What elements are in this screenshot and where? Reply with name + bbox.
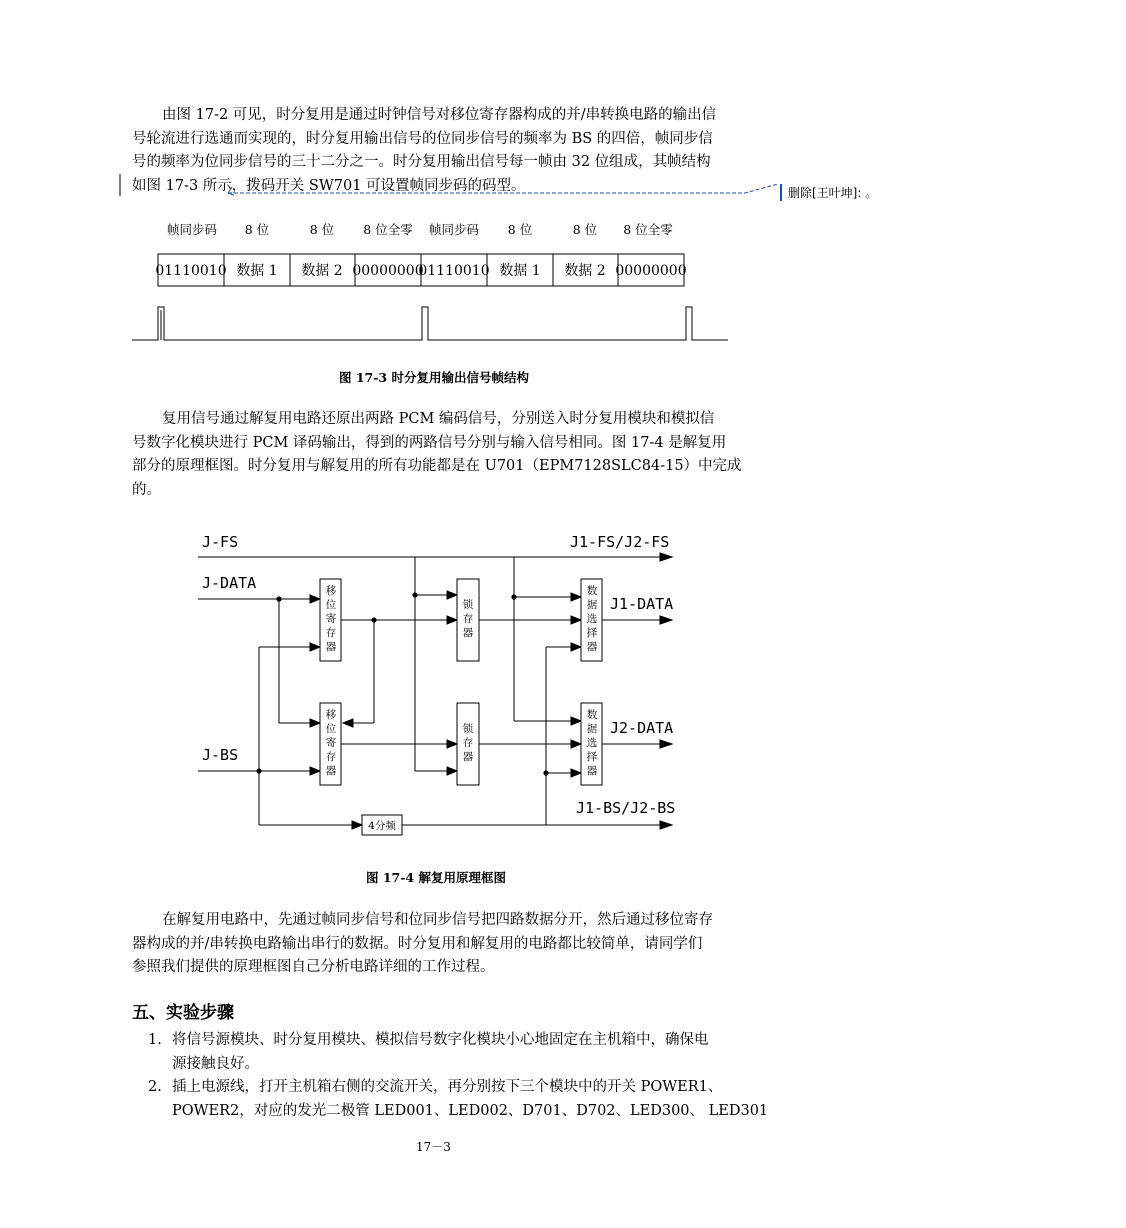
figure-caption-17-4: 图 17-4 解复用原理框图 [366, 870, 506, 885]
output-fs-label: J1-FS/J2-FS [570, 533, 670, 551]
frame-cell: 数据 1 [499, 263, 541, 279]
frame-label: 8 位 [244, 222, 270, 237]
text-line: 号轮流进行选通而实现的，时分复用输出信号的位同步信号的频率为 BS 的四倍，帧同步信 [132, 130, 713, 147]
frame-cell: 00000000 [615, 263, 687, 279]
frame-cell: 01110010 [418, 263, 490, 279]
frame-label: 8 位全零 [623, 222, 673, 237]
input-data-label: J-DATA [202, 574, 257, 592]
frame-label: 帧同步码 [166, 222, 218, 237]
frame-structure-figure [132, 222, 728, 340]
frame-cell: 01110010 [155, 263, 227, 279]
input-fs-label: J-FS [202, 533, 239, 551]
frame-label: 8 位 [507, 222, 533, 237]
diagram-text: 择 [586, 627, 598, 639]
diagram-text: 选 [586, 613, 598, 625]
frame-cell: 数据 1 [236, 263, 278, 279]
output-bs-label: J1-BS/J2-BS [576, 799, 676, 817]
comment-leader [228, 184, 778, 193]
step-number: 2. [148, 1079, 162, 1095]
text-line: 号数字化模块进行 PCM 译码输出，得到的两路信号分别与输入信号相同。图 17-4 是解复用 [132, 434, 727, 451]
step-item [148, 1076, 769, 1123]
diagram-text: 存 [462, 737, 474, 749]
diagram-text: 数 [586, 585, 598, 597]
paragraph-demux-intro [132, 408, 742, 502]
diagram-text: 存 [325, 627, 337, 639]
diagram-text: 器 [325, 765, 337, 777]
frame-labels [167, 222, 673, 237]
diagram-text: 器 [325, 641, 337, 653]
diagram-labels [202, 533, 675, 817]
page-number: 17－3 [416, 1140, 451, 1154]
input-bs-label: J-BS [202, 746, 239, 764]
frame-cell: 数据 2 [564, 263, 606, 279]
diagram-text: 寄 [325, 613, 337, 625]
step-item [148, 1029, 738, 1076]
diagram-text: 器 [462, 627, 474, 639]
diagram-text: 移 [325, 709, 337, 721]
section-heading: 五、实验步骤 [132, 1003, 234, 1023]
output-d1-label: J1-DATA [610, 595, 674, 613]
arrow [660, 553, 672, 561]
text-line: 将信号源模块、时分复用模块、模拟信号数字化模块小心地固定在主机箱中，确保电 [172, 1032, 709, 1048]
frame-label: 8 位全零 [363, 222, 413, 237]
frame-label: 8 位 [572, 222, 598, 237]
diagram-text: 锁 [462, 599, 474, 611]
text-line: 由图 17-2 可见，时分复用是通过时钟信号对移位寄存器构成的并/串转换电路的输出信 [162, 107, 717, 123]
step-number: 1. [148, 1032, 162, 1048]
diagram-text: 据 [586, 723, 598, 735]
text-line: 复用信号通过解复用电路还原出两路 PCM 编码信号，分别送入时分复用模块和模拟信 [162, 411, 715, 427]
text-line: 在解复用电路中，先通过帧同步信号和位同步信号把四路数据分开，然后通过移位寄存 [162, 912, 713, 928]
diagram-text: 存 [462, 613, 474, 625]
text-line: 插上电源线，打开主机箱右侧的交流开关，再分别按下三个模块中的开关 POWER1、 [172, 1079, 723, 1095]
frame-label: 8 位 [309, 222, 335, 237]
diagram-text: 移 [325, 585, 337, 597]
demux-block-diagram [198, 553, 672, 835]
text-line: 器构成的并/串转换电路输出串行的数据。时分复用和解复用的电路都比较简单，请同学们 [132, 935, 703, 952]
diagram-text: 数 [586, 709, 598, 721]
diagram-text: 位 [325, 723, 337, 735]
diagram-text: 选 [586, 737, 598, 749]
text-line: 部分的原理框图。时分复用与解复用的所有功能都是在 U701（EPM7128SLC84-15）中完成 [132, 458, 742, 474]
divider-label: 4分频 [368, 820, 396, 832]
text-line: 的。 [132, 481, 161, 498]
text-line: 如图 17-3 所示，拨码开关 SW701 可设置帧同步码的码型。 [132, 177, 526, 194]
frame-cell: 数据 2 [301, 263, 343, 279]
diagram-text: 器 [462, 751, 474, 763]
text-line: 源接触良好。 [172, 1055, 259, 1072]
frame-label: 帧同步码 [428, 222, 480, 237]
diagram-text: 据 [586, 599, 598, 611]
comment-anchor [228, 187, 234, 195]
frame-sync-waveform [132, 307, 728, 340]
output-d2-label: J2-DATA [610, 719, 674, 737]
diagram-text: 器 [586, 765, 598, 777]
text-line: 参照我们提供的原理框图自己分析电路详细的工作过程。 [132, 959, 495, 975]
diagram-text: 器 [586, 641, 598, 653]
frame-cell-texts [155, 262, 686, 279]
diagram-text: 锁 [462, 723, 474, 735]
text-line: POWER2，对应的发光二极管 LED001、LED002、D701、D702、LED300、 LED301 [172, 1102, 769, 1119]
text-line: 号的频率为位同步信号的三十二分之一。时分复用输出信号每一帧由 32 位组成，其帧结构 [132, 154, 711, 170]
diagram-text: 存 [325, 751, 337, 763]
diagram-text: 寄 [325, 737, 337, 749]
paragraph-demux-detail [132, 909, 738, 980]
frame-cell: 00000000 [352, 263, 424, 279]
diagram-text: 择 [586, 751, 598, 763]
review-comment[interactable]: 删除[王叶坤]: 。 [780, 184, 877, 201]
figure-caption-17-3: 图 17-3 时分复用输出信号帧结构 [339, 370, 529, 385]
diagram-text: 位 [325, 599, 337, 611]
